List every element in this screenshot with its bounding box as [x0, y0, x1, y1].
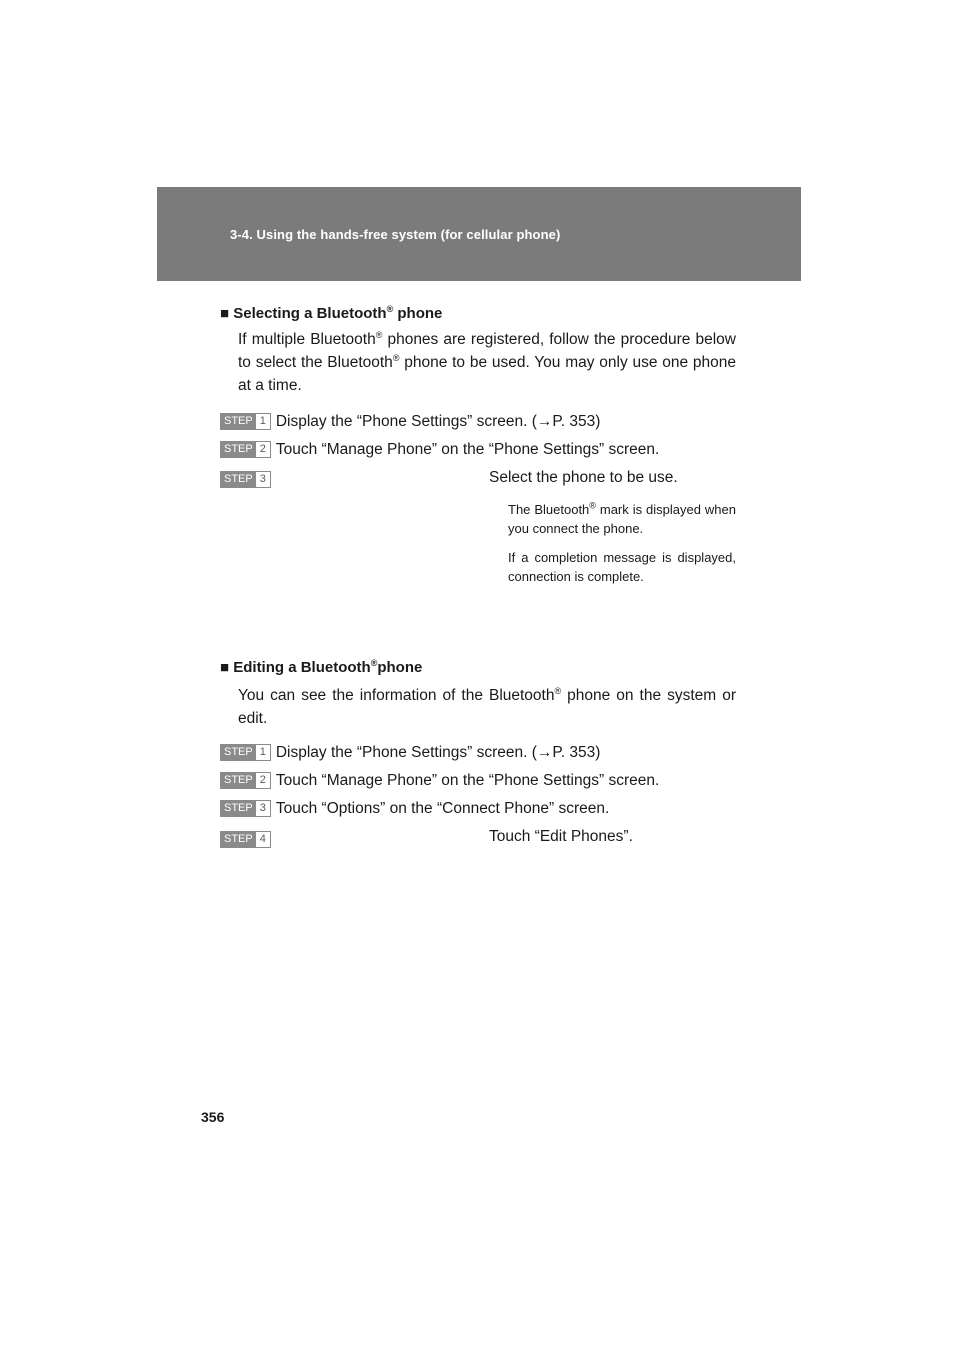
step-4-edit-phones: [220, 830, 271, 849]
step-badge: STEP 3: [220, 800, 271, 817]
chapter-header-bar: [157, 187, 801, 281]
section-heading-selecting: [220, 305, 442, 322]
section-intro-selecting: If multiple Bluetooth® phones are registered, follow the procedure below to select the Bluetooth® phone to be used. You may only use one phone at a time.: [238, 329, 736, 394]
step-1-display-settings: STEP 1 Display the “Phone Settings” screen. (→P. 353): [220, 412, 600, 431]
step-1-display-settings-edit: STEP 1 Display the “Phone Settings” screen. (→P. 353): [220, 743, 600, 762]
step-badge: STEP 2: [220, 772, 271, 789]
step-2-manage-phone-edit: STEP 2 Touch “Manage Phone” on the “Phone Settings” screen.: [220, 771, 659, 790]
chapter-title: 3-4. Using the hands-free system (for cellular phone): [230, 227, 561, 242]
step-badge: STEP 1: [220, 744, 271, 761]
registered-mark: ®: [589, 500, 596, 511]
registered-mark: ®: [375, 329, 383, 340]
step-badge: STEP 4: [220, 831, 271, 848]
step-badge: STEP 1: [220, 413, 271, 430]
registered-mark: ®: [386, 304, 394, 314]
page-number: 356: [201, 1109, 225, 1125]
step-3-select-phone: [220, 470, 271, 489]
note-completion-message: If a completion message is displayed, connection is complete.: [508, 550, 736, 584]
step-badge: STEP 2: [220, 441, 271, 458]
step-2-manage-phone: STEP 2 Touch “Manage Phone” on the “Phone Settings” screen.: [220, 440, 659, 459]
step-4-text: Touch “Edit Phones”.: [489, 828, 633, 845]
heading-text-suffix: phone: [377, 659, 423, 676]
registered-mark: ®: [554, 685, 562, 696]
registered-mark: ®: [392, 352, 400, 363]
section-heading-editing: [220, 659, 422, 676]
registered-mark: ®: [370, 658, 378, 668]
heading-text: ■ Editing a Bluetooth: [220, 659, 371, 676]
heading-text-suffix: phone: [393, 305, 443, 322]
step-3-text: Select the phone to be use.: [489, 469, 678, 486]
step-badge: STEP 3: [220, 471, 271, 488]
section-intro-editing: You can see the information of the Bluetooth® phone on the system or edit.: [238, 685, 736, 727]
heading-text: ■ Selecting a Bluetooth: [220, 305, 387, 322]
step-3-options: STEP 3 Touch “Options” on the “Connect Phone” screen.: [220, 799, 609, 818]
note-bluetooth-mark: The Bluetooth® mark is displayed when you connect the phone.: [508, 500, 736, 536]
